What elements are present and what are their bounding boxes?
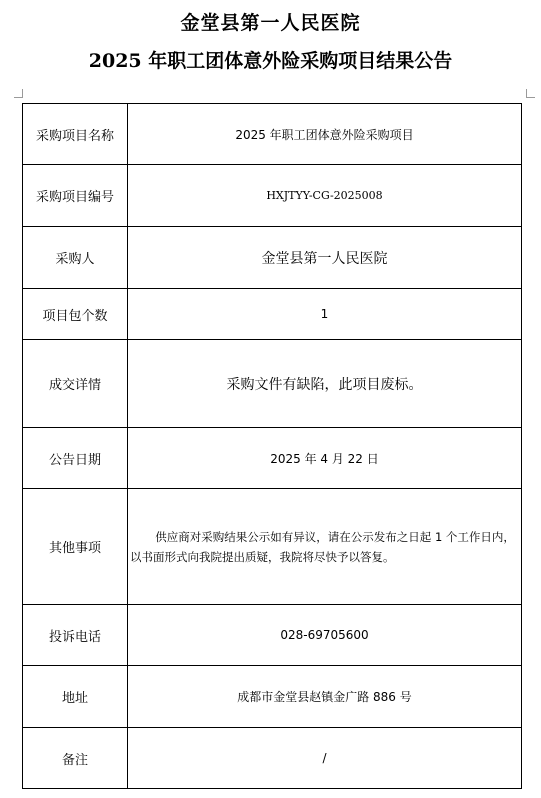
row-label-project-name: 采购项目名称 <box>23 104 128 165</box>
row-value-announcement-date: 2025 年 4 月 22 日 <box>128 428 522 489</box>
row-label-purchaser: 采购人 <box>23 227 128 289</box>
procurement-info-table <box>22 103 522 789</box>
row-value-remarks: / <box>128 728 522 789</box>
row-label-project-number: 采购项目编号 <box>23 165 128 227</box>
announcement-title: 2025 年职工团体意外险采购项目结果公告 <box>88 50 453 72</box>
row-value-deal-details: 采购文件有缺陷，此项目废标。 <box>128 340 522 428</box>
row-label-address: 地址 <box>23 666 128 728</box>
table-row <box>23 489 522 605</box>
table-row <box>23 428 522 489</box>
crop-mark-top-right <box>526 89 535 98</box>
row-label-package-count: 项目包个数 <box>23 289 128 340</box>
row-value-purchaser: 金堂县第一人民医院 <box>128 227 522 289</box>
table-row <box>23 227 522 289</box>
row-value-project-name: 2025 年职工团体意外险采购项目 <box>128 104 522 165</box>
row-value-other-matters-cell <box>128 489 522 605</box>
row-value-address: 成都市金堂县赵镇金广路 886 号 <box>128 666 522 728</box>
table-row <box>23 340 522 428</box>
table-row <box>23 165 522 227</box>
table-row <box>23 104 522 165</box>
row-value-complaint-phone: 028-69705600 <box>128 605 522 666</box>
org-name-heading: 金堂县第一人民医院 <box>180 12 361 34</box>
row-value-other-matters: 供应商对采购结果公示如有异议，请在公示发布之日起 1 个工作日内，以书面形式向我院提出质疑，我院将尽快予以答复。 <box>130 529 515 564</box>
table-row <box>23 289 522 340</box>
table-row <box>23 605 522 666</box>
row-label-remarks: 备注 <box>23 728 128 789</box>
row-label-complaint-phone: 投诉电话 <box>23 605 128 666</box>
row-value-project-number: HXJTYY-CG-2025008 <box>128 165 522 227</box>
row-label-announcement-date: 公告日期 <box>23 428 128 489</box>
row-label-other-matters: 其他事项 <box>23 489 128 605</box>
row-value-package-count: 1 <box>128 289 522 340</box>
table-row <box>23 728 522 789</box>
row-label-deal-details: 成交详情 <box>23 340 128 428</box>
crop-mark-top-left <box>14 89 23 98</box>
table-row <box>23 666 522 728</box>
